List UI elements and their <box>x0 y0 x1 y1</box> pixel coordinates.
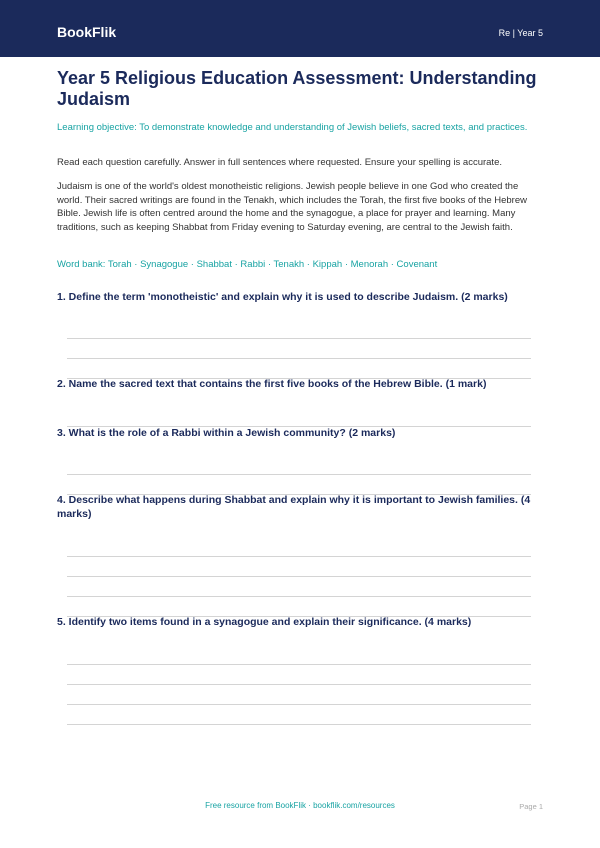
question-5: 5. Identify two items found in a synagogue and explain their significance. (4 marks) <box>57 616 472 628</box>
header-meta: Re | Year 5 <box>498 28 543 38</box>
word-bank: Word bank: Torah · Synagogue · Shabbat · Rabbi · Tenakh · Kippah · Menorah · Covenant <box>57 259 438 270</box>
page-title: Year 5 Religious Education Assessment: Understanding Judaism <box>57 68 537 109</box>
instructions-text: Read each question carefully. Answer in full sentences where requested. Ensure your spelling is accurate. <box>57 157 502 168</box>
question-4: 4. Describe what happens during Shabbat and explain why it is important to Jewish families. (4 marks) <box>57 494 531 520</box>
question-1: 1. Define the term 'monotheistic' and explain why it is used to describe Judaism. (2 marks) <box>57 291 508 303</box>
question-2: 2. Name the sacred text that contains the first five books of the Hebrew Bible. (1 mark) <box>57 378 487 390</box>
answer-line[interactable] <box>67 616 531 617</box>
answer-line[interactable] <box>67 556 531 557</box>
answer-line[interactable] <box>67 704 531 705</box>
answer-line[interactable] <box>67 596 531 597</box>
brand-logo[interactable]: BookFlik <box>57 24 117 40</box>
page-header <box>0 0 600 57</box>
learning-objective: Learning objective: To demonstrate knowledge and understanding of Jewish beliefs, sacred texts, and practices. <box>57 122 528 133</box>
intro-paragraph: Judaism is one of the world's oldest monotheistic religions. Jewish people believe in one God who created the world. Their sacred writings are found in the Tenakh, which includes the Torah, the first five books of the Hebrew Bible. Jewish life is often centred around the home and the synagogue, a place for prayer and learning. Many traditions, such as keeping Shabbat from Friday evening to Saturday evening, are central to the Jewish faith. <box>57 181 527 234</box>
answer-line[interactable] <box>67 684 531 685</box>
answer-line[interactable] <box>67 724 531 725</box>
answer-line[interactable] <box>67 664 531 665</box>
page-number: Page 1 <box>519 802 543 811</box>
answer-line[interactable] <box>67 378 531 379</box>
answer-line[interactable] <box>67 338 531 339</box>
answer-line[interactable] <box>67 426 531 427</box>
question-3: 3. What is the role of a Rabbi within a Jewish community? (2 marks) <box>57 427 396 439</box>
footer-resource-link[interactable]: Free resource from BookFlik · bookflik.com/resources <box>205 801 395 810</box>
answer-line[interactable] <box>67 474 531 475</box>
answer-line[interactable] <box>67 494 531 495</box>
answer-line[interactable] <box>67 358 531 359</box>
answer-line[interactable] <box>67 576 531 577</box>
